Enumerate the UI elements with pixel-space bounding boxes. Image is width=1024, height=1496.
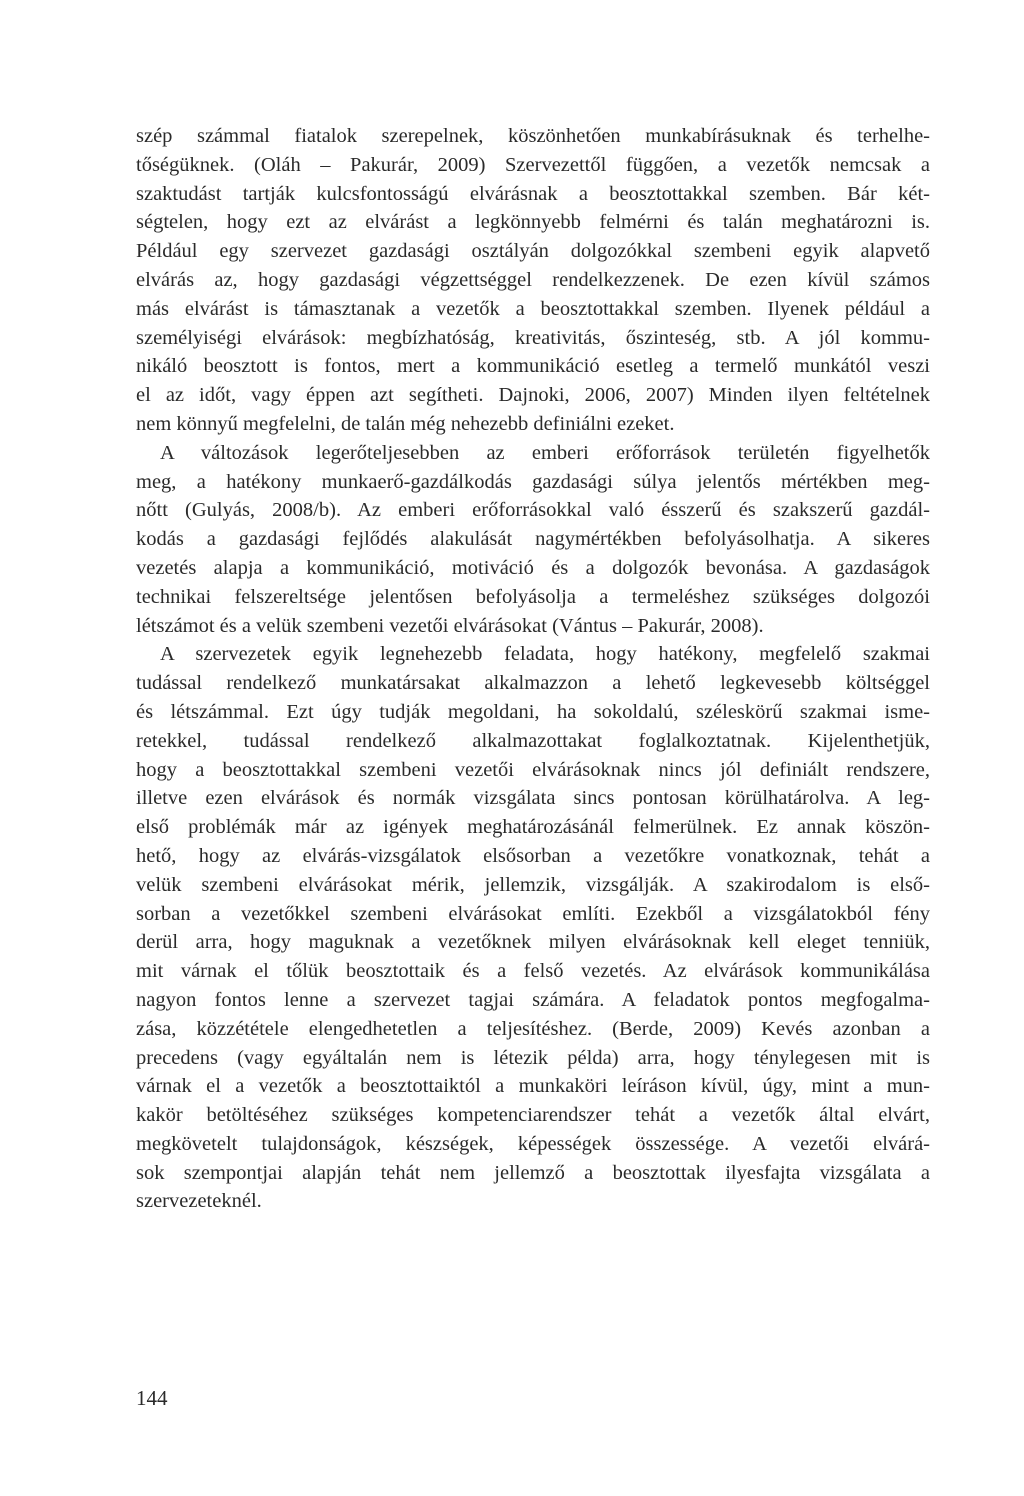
text-line: hető, hogy az elvárás-vizsgálatok elsősorban a vezetőkre vonatkoznak, tehát a xyxy=(136,844,930,867)
text-line: sok szempontjai alapján tehát nem jellemző a beosztottak ilyesfajta vizsgálata a xyxy=(136,1161,930,1184)
text-line: precedens (vagy egyáltalán nem is létezik példa) arra, hogy ténylegesen mit is xyxy=(136,1046,930,1069)
text-line: A szervezetek egyik legnehezebb feladata, hogy hatékony, megfelelő szakmai xyxy=(160,643,930,666)
text-line: szervezeteknél. xyxy=(136,1190,262,1213)
text-line: első problémák már az igények meghatározásánál felmerülnek. Ez annak köszön- xyxy=(136,816,930,839)
text-line: velük szembeni elvárásokat mérik, jellemzik, vizsgálják. A szakirodalom is első- xyxy=(136,873,930,896)
text-line: tudással rendelkező munkatársakat alkalmazzon a lehető legkevesebb költséggel xyxy=(136,672,930,695)
text-line: nikáló beosztott is fontos, mert a kommunikáció esetleg a termelő munkától veszi xyxy=(136,355,930,378)
text-line: szaktudást tartják kulcsfontosságú elvárásnak a beosztottakkal szemben. Bár két- xyxy=(136,182,930,205)
text-line: Például egy szervezet gazdasági osztályán dolgozókkal szembeni egyik alapvető xyxy=(136,240,930,263)
text-line: kakör betöltéséhez szükséges kompetenciarendszer tehát a vezetők által elvárt, xyxy=(136,1104,930,1127)
text-line: mit várnak el tőlük beosztottaik és a felső vezetés. Az elvárások kommunikálása xyxy=(136,960,930,983)
text-line: derül arra, hogy maguknak a vezetőknek milyen elvárásoknak kell eleget tenniük, xyxy=(136,931,930,954)
paragraph xyxy=(136,640,930,1216)
text-line: technikai felszereltsége jelentősen befolyásolja a termeléshez szükséges dolgozói xyxy=(136,585,930,608)
text-line: nem könnyű megfelelni, de talán még nehezebb definiálni ezeket. xyxy=(136,412,675,435)
text-line: elvárás az, hogy gazdasági végzettséggel rendelkezzenek. De ezen kívül számos xyxy=(136,268,930,291)
text-line: létszámot és a velük szembeni vezetői elvárásokat (Vántus – Pakurár, 2008). xyxy=(136,614,764,637)
text-line: más elvárást is támasztanak a vezetők a beosztottakkal szemben. Ilyenek például a xyxy=(136,297,930,320)
text-line: ségtelen, hogy ezt az elvárást a legkönnyebb felmérni és talán meghatározni is. xyxy=(136,211,930,234)
text-line: illetve ezen elvárások és normák vizsgálata sincs pontosan körülhatárolva. A leg- xyxy=(136,787,930,810)
text-line: szép számmal fiatalok szerepelnek, köszönhetően munkabírásuknak és terhelhe- xyxy=(136,125,930,147)
text-line: nagyon fontos lenne a szervezet tagjai számára. A feladatok pontos megfogalma- xyxy=(136,988,930,1011)
text-line: hogy a beosztottakkal szembeni vezetői elvárásoknak nincs jól definiált rendszere, xyxy=(136,758,930,781)
paragraph xyxy=(136,439,930,641)
text-line: személyiségi elvárások: megbízhatóság, kreativitás, őszinteség, stb. A jól kommu- xyxy=(136,326,930,349)
text-line: retekkel, tudással rendelkező alkalmazottakat foglalkoztatnak. Kijelenthetjük, xyxy=(136,729,930,752)
text-line: meg, a hatékony munkaerő-gazdálkodás gazdasági súlya jelentős mértékben meg- xyxy=(136,470,930,493)
text-line: várnak el a vezetők a beosztottaiktól a munkaköri leíráson kívül, úgy, mint a mun- xyxy=(136,1075,930,1098)
text-line: és létszámmal. Ezt úgy tudják megoldani, ha sokoldalú, széleskörű szakmai isme- xyxy=(136,700,930,723)
text-line: vezetés alapja a kommunikáció, motiváció és a dolgozók bevonása. A gazdaságok xyxy=(136,556,930,579)
paragraph xyxy=(136,122,930,439)
text-line: sorban a vezetőkkel szembeni elvárásokat említi. Ezekből a vizsgálatokból fény xyxy=(136,902,930,925)
text-line: nőtt (Gulyás, 2008/b). Az emberi erőforrásokkal való ésszerű és szakszerű gazdál- xyxy=(136,499,930,522)
text-line: tőségüknek. (Oláh – Pakurár, 2009) Szervezettől függően, a vezetők nemcsak a xyxy=(136,153,930,176)
text-line: megkövetelt tulajdonságok, készségek, képességek összessége. A vezetői elvárá- xyxy=(136,1132,930,1155)
page-number: 144 xyxy=(136,1386,168,1410)
text-line: A változások legerőteljesebben az emberi erőforrások területén figyelhetők xyxy=(160,441,930,464)
text-line: zása, közzététele elengedhetetlen a teljesítéshez. (Berde, 2009) Kevés azonban a xyxy=(136,1017,930,1040)
body-text xyxy=(136,122,930,1216)
text-line: el az időt, vagy éppen azt segítheti. Dajnoki, 2006, 2007) Minden ilyen feltételnek xyxy=(136,384,930,407)
text-line: kodás a gazdasági fejlődés alakulását nagymértékben befolyásolhatja. A sikeres xyxy=(136,528,930,551)
